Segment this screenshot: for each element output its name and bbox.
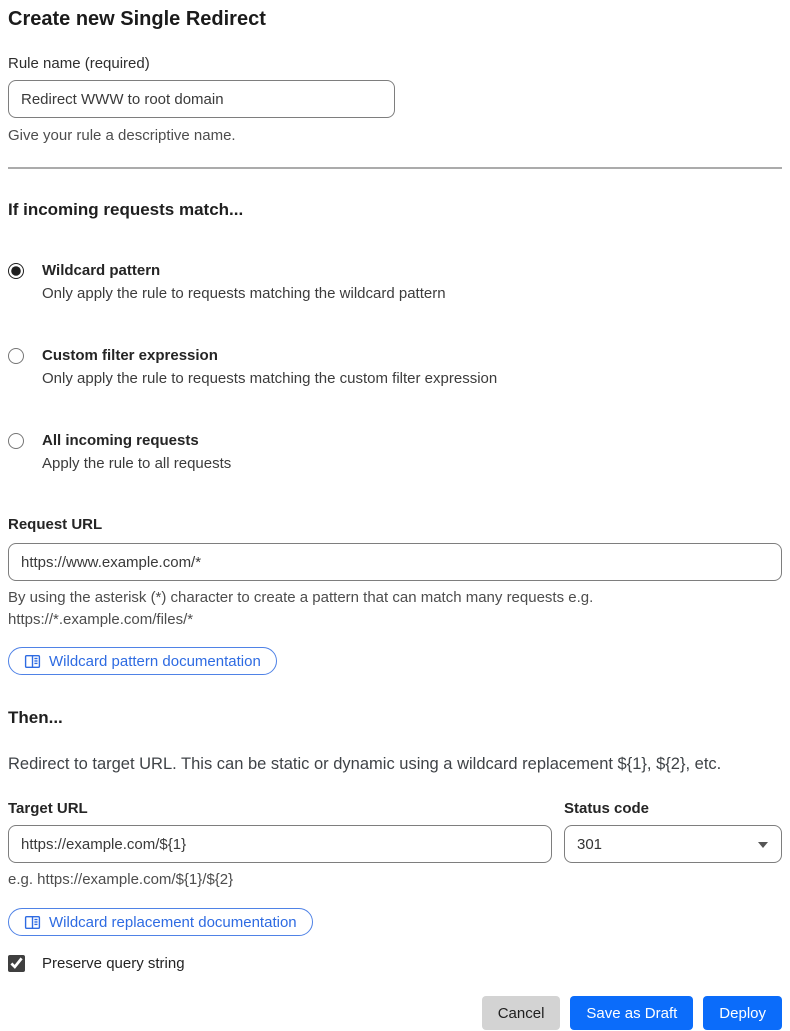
request-url-label: Request URL (8, 516, 103, 533)
deploy-button[interactable]: Deploy (703, 996, 782, 1030)
target-url-input[interactable] (8, 825, 552, 863)
target-row (8, 799, 782, 863)
preserve-query-row[interactable] (8, 955, 782, 972)
then-section-heading: Then... (8, 708, 63, 727)
rule-name-help: Give your rule a descriptive name. (8, 127, 236, 144)
request-url-input[interactable] (8, 543, 782, 581)
request-url-help (8, 587, 782, 631)
doc-button-label: Wildcard replacement documentation (49, 913, 297, 931)
status-code-label: Status code (564, 800, 650, 817)
status-code-select-wrap (564, 825, 782, 863)
wildcard-replacement-docs-button[interactable] (8, 908, 313, 936)
status-code-select[interactable] (564, 825, 782, 863)
page-title: Create new Single Redirect (8, 8, 266, 30)
radio-label: All incoming requests (42, 432, 199, 449)
radio-label: Wildcard pattern (42, 262, 161, 279)
match-type-radio-group (8, 261, 782, 474)
target-url-label: Target URL (8, 800, 88, 817)
radio-option-custom-filter[interactable] (8, 346, 782, 389)
request-url-help-line1: By using the asterisk (*) character to create a pattern that can match many requests e.g. (8, 589, 594, 606)
match-section-heading: If incoming requests match... (8, 200, 244, 219)
open-book-icon (24, 653, 41, 670)
save-as-draft-button[interactable]: Save as Draft (570, 996, 693, 1030)
radio-label: Custom filter expression (42, 347, 218, 364)
radio-option-wildcard-pattern[interactable] (8, 261, 782, 304)
rule-name-label: Rule name (required) (8, 55, 150, 72)
cancel-button[interactable]: Cancel (482, 996, 561, 1030)
custom-filter-radio[interactable] (8, 348, 24, 364)
request-url-help-line2: https://*.example.com/files/* (8, 611, 194, 628)
rule-name-input[interactable] (8, 80, 395, 118)
radio-option-all-requests[interactable] (8, 431, 782, 474)
preserve-query-label: Preserve query string (42, 955, 185, 972)
radio-description: Only apply the rule to requests matching the custom filter expression (42, 370, 498, 387)
wildcard-pattern-radio[interactable] (8, 263, 24, 279)
radio-description: Only apply the rule to requests matching the wildcard pattern (42, 285, 446, 302)
preserve-query-checkbox[interactable] (8, 955, 25, 972)
target-url-help: e.g. https://example.com/${1}/${2} (8, 871, 234, 888)
radio-description: Apply the rule to all requests (42, 455, 232, 472)
section-divider (8, 167, 782, 169)
then-description: Redirect to target URL. This can be static or dynamic using a wildcard replacement ${1}, ${2}, etc. (8, 755, 722, 773)
all-requests-radio[interactable] (8, 433, 24, 449)
wildcard-pattern-docs-button[interactable] (8, 647, 277, 675)
doc-button-label: Wildcard pattern documentation (49, 652, 261, 670)
footer-actions (8, 996, 782, 1030)
open-book-icon (24, 914, 41, 931)
